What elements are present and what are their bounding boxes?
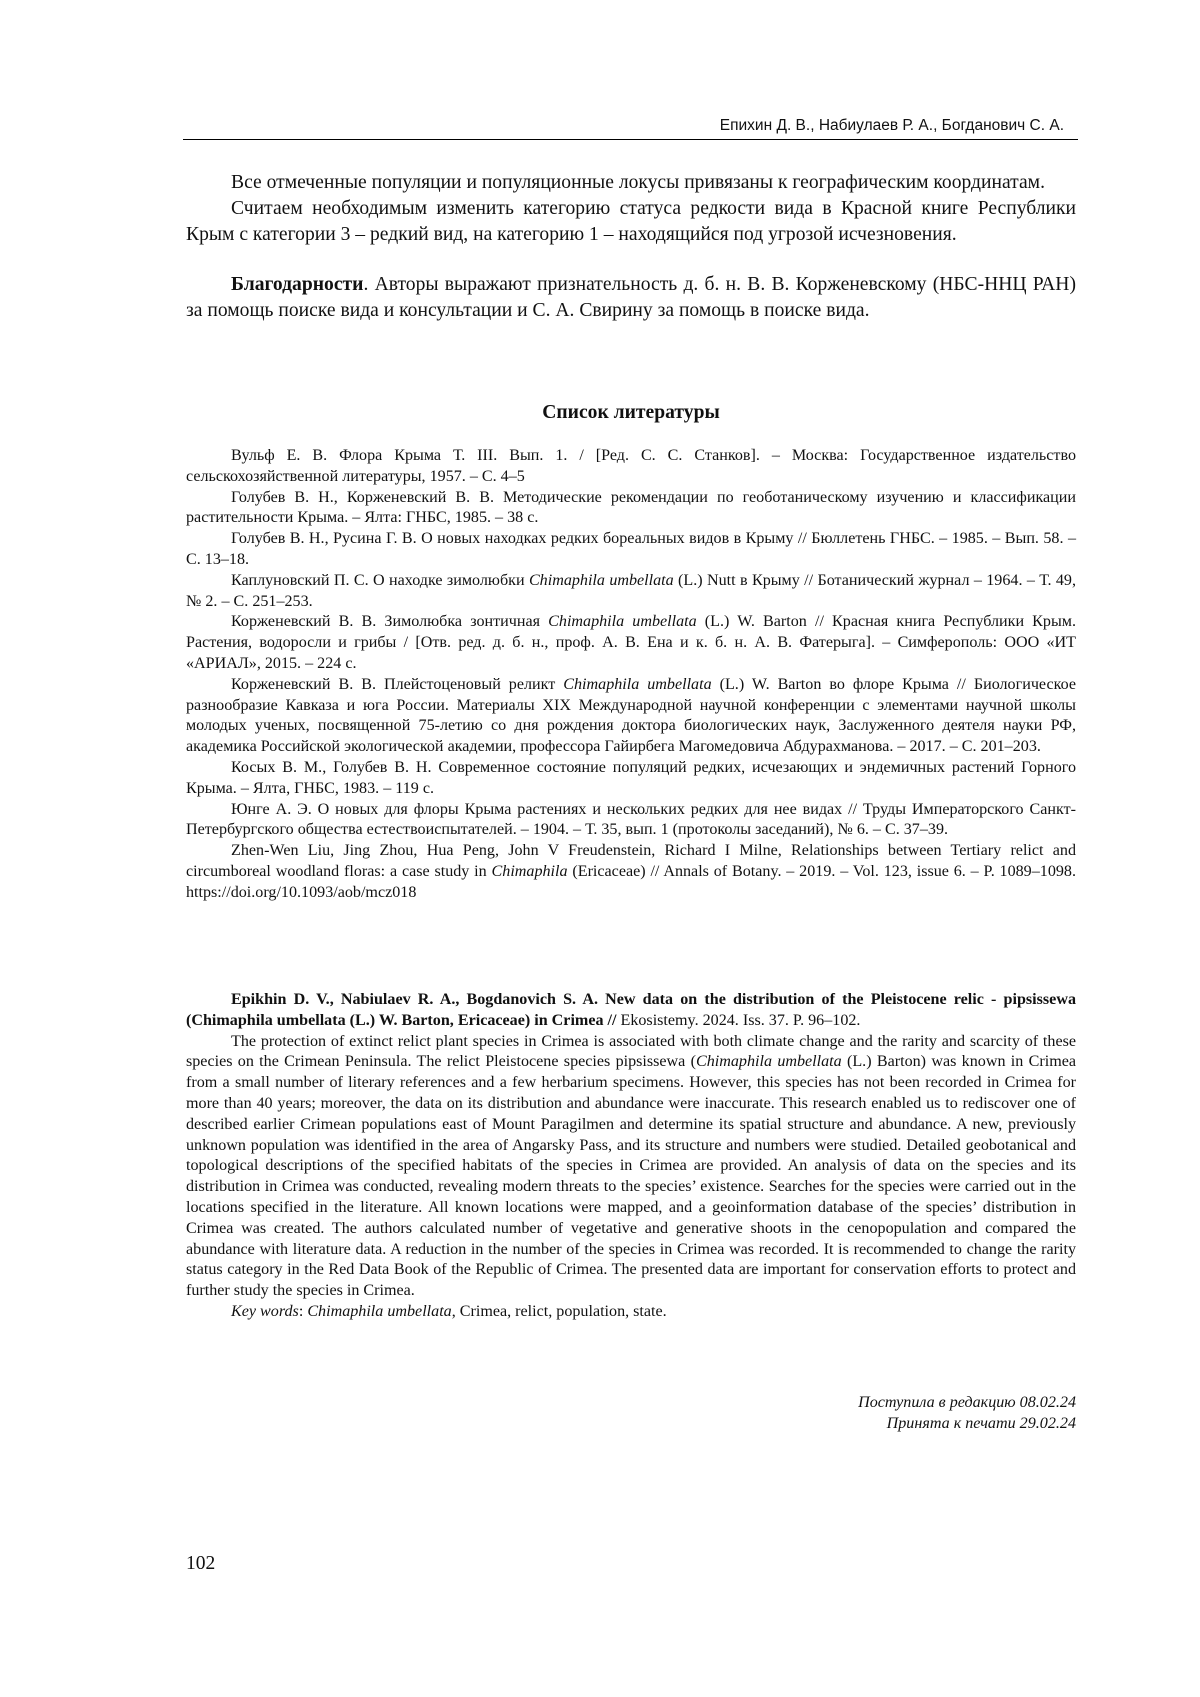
reference-text: Zhen-Wen Liu, Jing Zhou, Hua Peng, John V Freudenstein, Richard I Milne, Relationships between Tertiary relict and circumboreal woodland floras: a case study in [186,842,1076,880]
submission-dates [186,1392,1076,1434]
page-number: 102 [186,1553,216,1574]
abstract-citation-title: Epikhin D. V., Nabiulaev R. A., Bogdanovich S. A. New data on the distribution of the Pleistocene relic - pipsissewa (Chimaphila umbellata (L.) W. Barton, Ericaceae) in Crimea // [186,991,1076,1029]
reference-text: Корженевский В. В. Плейстоценовый реликт [231,675,564,693]
paragraph-populations: Все отмеченные популяции и популяционные локусы привязаны к географическим координатам. [231,172,1045,193]
keywords-species: Chimaphila umbellata [307,1302,452,1320]
references-list [186,446,1076,904]
paragraph-status-change: Считаем необходимым изменить категорию статуса редкости вида в Красной книге Республики Крым с категории 3 – редкий вид, на категорию 1 – находящийся под угрозой исчезновения. [186,198,1076,245]
reference-text: Голубев В. Н., Корженевский В. В. Методические рекомендации по геоботаническому изучению и классификации растительности Крыма. – Ялта: ГНБС, 1985. – 38 с. [186,488,1076,527]
reference-species: Chimaphila umbellata [548,613,697,631]
reference-text: (L.) W. Barton // Красная книга Республики Крым. Растения, водоросли и грибы / [Отв. ред. д. б. н., проф. А. В. Ена и к. б. н. А. В. Фатерыга]. – Симферополь: ООО «ИТ «АРИАЛ», 2015. – 224 с. [186,613,1076,672]
running-header [183,117,1078,140]
reference-item [186,529,1076,571]
received-date: Поступила в редакцию 08.02.24 [858,1394,1076,1411]
abstract-citation-source: Ekosistemy. 2024. Iss. 37. P. 96–102. [616,1011,861,1029]
reference-item [186,571,1076,613]
acknowledgements [186,272,1076,324]
references-title: Список литературы [542,402,720,423]
running-title: Епихин Д. В., Набиулаев Р. А., Богданович С. А. [719,117,1064,134]
reference-item [186,800,1076,842]
abstract-keywords [186,1302,1076,1323]
reference-item [186,488,1076,530]
reference-item [186,675,1076,758]
reference-text: Корженевский В. В. Зимолюбка зонтичная [231,613,549,631]
reference-species: Chimaphila umbellata [563,675,712,693]
reference-text: (L.) Nutt в Крыму // Ботанический журнал – 1964. – Т. 49, № 2. – С. 251–253. [186,571,1076,610]
acknowledgements-text: . Авторы выражают признательность д. б. н. В. В. Корженевскому (НБС-ННЦ РАН) за помощь поиске вида и консультации и С. А. Свирину за помощь в поиске вида. [186,274,1076,321]
reference-text: Юнге А. Э. О новых для флоры Крыма растениях и нескольких редких для нее видах // Труды Императорского Санкт-Петербургского общества естествоиспытателей. – 1904. – Т. 35, вып. 1 (протоколы заседаний), № 6. – С. 37–39. [186,800,1076,839]
reference-species: Chimaphila umbellata [528,571,674,589]
accepted-date: Принята к печати 29.02.24 [886,1415,1076,1432]
abstract-text: (L.) Barton) was known in Crimea from a small number of literary references and a few herbarium specimens. However, this species has not been recorded in Crimea for more than 40 years; moreover, the data on its distribution and abundance were inaccurate. This research enabled us to rediscover one of described earlier Crimean populations east of Mount Paragilmen and determine its spatial structure and abundance. A new, previously unknown population was identified in the area of Angarsky Pass, and its structure and numbers were studied. Detailed geobotanical and topological descriptions of the specified habitats of the species in Crimea are provided. An analysis of data on the species and its distribution in Crimea was conducted, revealing modern threats to the species’ existence. Searches for the species were carried out in the locations specified in the literature. All known locations were mapped, and a geoinformation database of the species’ distribution in Crimea was created. The authors calculated number of vegetative and generative shoots in the cenopopulation and compared the abundance with literature data. A reduction in the number of the species in Crimea was recorded. It is recommended to change the rarity status category in the Red Data Book of the Republic of Crimea. The presented data are important for conservation efforts to protect and further study the species in Crimea. [186,1053,1076,1300]
reference-text: Каплуновский П. С. О находке зимолюбки [231,571,529,589]
abstract-body [186,1032,1076,1302]
reference-text: (Ericaceae) // Annals of Botany. – 2019. – Vol. 123, issue 6. – P. 1089–1098. https://doi.org/10.1093/aob/mcz018 [186,862,1076,901]
abstract-species: Chimaphila umbellata [696,1053,842,1071]
reference-item [186,612,1076,674]
reference-text: Косых В. М., Голубев В. Н. Современное состояние популяций редких, исчезающих и эндемичных растений Горного Крыма. – Ялта, ГНБС, 1983. – 119 с. [186,758,1076,797]
abstract-citation [186,990,1076,1032]
reference-item [186,446,1076,488]
reference-text: Голубев В. Н., Русина Г. В. О новых находках редких бореальных видов в Крыму // Бюллетень ГНБС. – 1985. – Вып. 58. – С. 13–18. [186,530,1076,568]
acknowledgements-label: Благодарности [231,274,364,295]
reference-text: Вульф Е. В. Флора Крыма Т. III. Вып. 1. / [Ред. С. С. Станков]. – Москва: Государственное издательство сельскохозяйственной литературы, 1957. – С. 4–5 [186,447,1076,485]
english-abstract [186,990,1076,1323]
abstract-text: The protection of extinct relict plant species in Crimea is associated with both climate change and the rarity and scarcity of these species on the Crimean Peninsula. The relict Pleistocene species pipsissewa ( [186,1032,1076,1071]
keywords-text: , Crimea, relict, population, state. [451,1302,667,1320]
keywords-label: Key words [231,1302,299,1320]
keywords-separator: : [298,1302,308,1320]
body-text [186,170,1076,324]
reference-species: Chimaphila [491,862,568,880]
reference-text: (L.) W. Barton во флоре Крыма // Биологическое разнообразие Кавказа и юга России. Материалы XIX Международной научной конференции с элементами научной школы молодых ученых, посвященной 75-летию со дня рождения доктора биологических наук, Заслуженного деятеля науки РФ, академика Российской экологической академии, профессора Гайирбега Магомедовича Абдурахманова. – 2017. – С. 201–203. [186,675,1076,756]
reference-item [186,758,1076,800]
reference-item [186,841,1076,903]
